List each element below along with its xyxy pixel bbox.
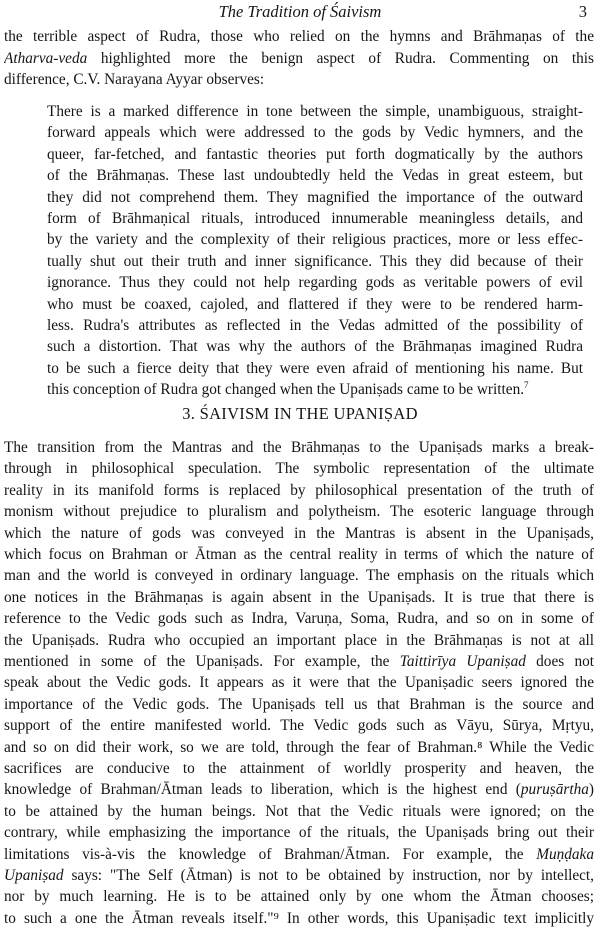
text-line: support of the entire manifested world. The Vedic gods such as Vāyu, Sūrya, Mṛtyu,	[4, 717, 594, 735]
text-line: There is a marked difference in tone between the simple, unambiguous, straight-	[47, 103, 583, 120]
text-line: mentioned in some of the Upaniṣads. For example, the Taittirīya Upaniṣad does not	[4, 653, 594, 670]
text-line: by the variety and the complexity of their religious practices, more or less effec-	[47, 231, 583, 249]
running-title: The Tradition of Śaivism	[218, 2, 382, 21]
section-heading: 3. ŚAIVISM IN THE UPANIṢAD	[182, 404, 418, 423]
text-line: to be such a fierce deity that they were even afraid of mentioning his name. But	[47, 359, 583, 377]
text-line: Atharva-veda highlighted more the benign aspect of Rudra. Commenting on this	[4, 49, 594, 67]
text-line: limitations vis-à-vis the knowledge of Brahman/Ātman. For example, the Muṇḍaka	[4, 845, 594, 863]
text-line: to such a one the Ātman reveals itself."⁹ In other words, this Upaniṣadic text implicitly	[4, 909, 594, 927]
text-line: importance of the Vedic gods. The Upaniṣads tell us that Brahman is the source and	[4, 695, 594, 713]
text-line: contrary, while emphasizing the importance of the rituals, the Upaniṣads bring out their	[4, 824, 594, 842]
text-line: difference, C.V. Narayana Ayyar observes:	[4, 71, 265, 88]
text-line: who must be coaxed, cajoled, and flattered if they were to be rendered harm-	[47, 295, 583, 313]
text-line: less. Rudra's attributes as reflected in the Vedas admitted of the possibility of	[47, 317, 583, 334]
text-line: they did not comprehend them. They magnified the importance of the outward	[47, 188, 583, 206]
text-line: form of Brāhmaṇical rituals, introduced innumerable meaningless details, and	[47, 210, 583, 227]
text-line: through in philosophical speculation. The symbolic representation of the ultimate	[4, 460, 594, 478]
text-line: which the nature of gods was conveyed in the Mantras is absent in the Upaniṣads,	[4, 524, 594, 542]
text-line: tually shut out their truth and inner significance. This they did because of their	[47, 252, 583, 270]
text-line: forward appeals which were addressed to the gods by Vedic hymners, and the	[47, 124, 583, 142]
text-line: to be attained by the human beings. Not that the Vedic rituals were ignored; on the	[4, 802, 594, 820]
text-line: Upaniṣad says: "The Self (Ātman) is not to be obtained by instruction, nor by intellect,	[4, 867, 594, 884]
text-line: knowledge of Brahman/Ātman leads to liberation, which is the highest end (puruṣārtha)	[4, 781, 594, 799]
text-line: one notices in the Brāhmaṇas is again absent in the Upaniṣads. It is true that there is	[4, 588, 594, 606]
text-line: the terrible aspect of Rudra, those who relied on the hymns and Brāhmaṇas of the	[4, 28, 594, 45]
text-line: nor by much learning. He is to be attained only by one whom the Ātman chooses;	[4, 888, 594, 906]
text-line: reality in its manifold forms is replaced by philosophical presentation of the truth of	[4, 481, 594, 499]
text-line: monism without prejudice to pluralism and polytheism. The esoteric language through	[4, 503, 594, 521]
text-line: sacrifices are conducive to the attainment of worldly prosperity and heaven, the	[4, 760, 594, 777]
page-number: 3	[578, 2, 587, 21]
text-line: and so on did their work, so we are told, through the fear of Brahman.⁸ While the Vedic	[4, 738, 594, 756]
text-line: reference to the Vedic gods such as Indra, Varuṇa, Soma, Rudra, and so on in some of	[4, 610, 594, 628]
text-line: The transition from the Mantras and the Brāhmaṇas to the Upaniṣads marks a break-	[4, 439, 594, 456]
running-header	[0, 2, 600, 24]
text-line: of the Brāhmaṇas. These last undoubtedly held the Vedas in great esteem, but	[47, 167, 583, 185]
text-line: speak about the Vedic gods. It appears as it were that the Upaniṣadic seers ignored the	[4, 674, 594, 692]
footnote-marker: 7	[524, 380, 529, 391]
text-line: ignorance. Thus they could not help regarding gods as veritable powers of evil	[47, 274, 583, 292]
text-line: which focus on Brahman or Ātman as the central reality in terms of which the nature of	[4, 546, 594, 563]
text-line: queer, far-fetched, and fantastic theories put forth dogmatically by the authors	[47, 145, 583, 163]
text-line: this conception of Rudra got changed when the Upaniṣads came to be written.$^7$	[47, 380, 529, 399]
text-line: such a distortion. That was why the authors of the Brāhmaṇas imagined Rudra	[47, 338, 583, 356]
text-line: man and the world is conveyed in ordinary language. The emphasis on the rituals which	[4, 567, 594, 585]
text-line: the Upaniṣads. Rudra who occupied an important place in the Brāhmaṇas is not at all	[4, 631, 594, 649]
